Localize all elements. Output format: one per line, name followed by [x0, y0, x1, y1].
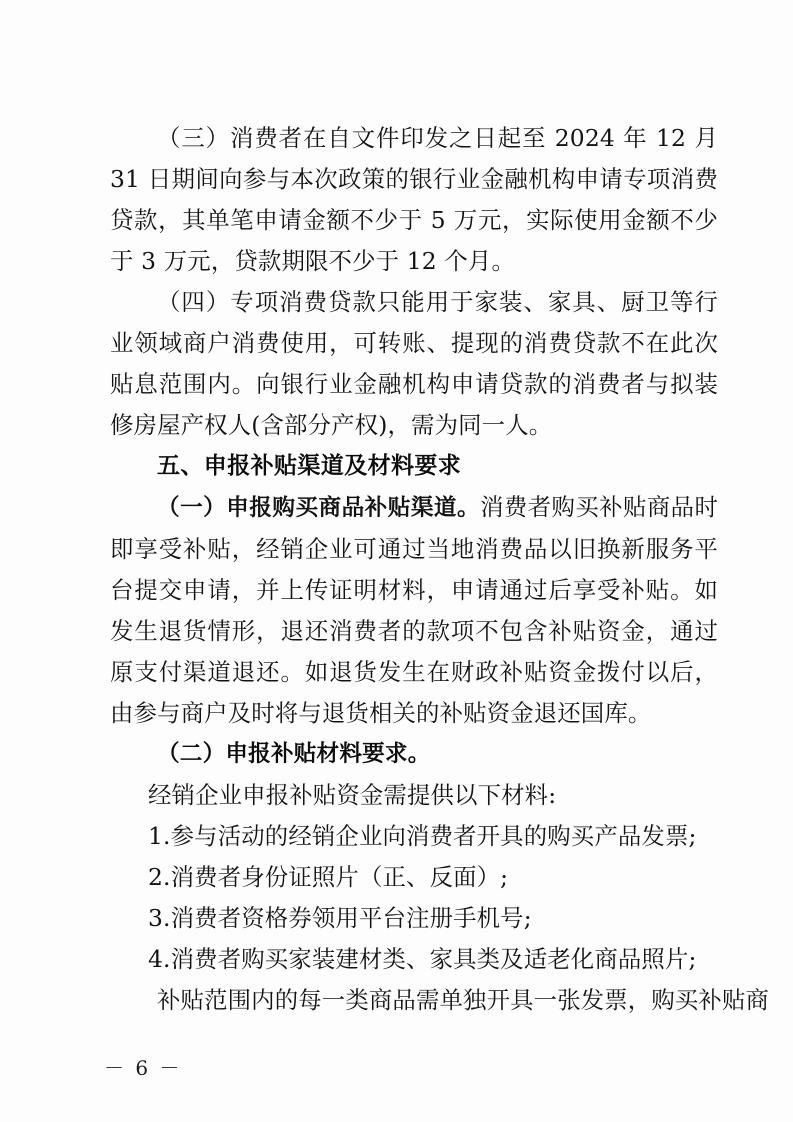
subsection-one-paragraph — [110, 487, 718, 734]
subsection-two-title: （二）申报补贴材料要求。 — [157, 741, 431, 767]
subsection-one-title: （一）申报购买商品补贴渠道。 — [157, 495, 481, 521]
materials-note: 补贴范围内的每一类商品需单独开具一张发票，购买补贴商 — [157, 986, 770, 1014]
list-item: 2.消费者身份证照片（正、反面）; — [148, 863, 509, 891]
subsection-one-text: 消费者购买补贴商品时即享受补贴，经销企业可通过当地消费品以旧换新服务平台提交申请，并上传证明材料，申请通过后享受补贴。如发生退货情形，退还消费者的款项不包含补贴资金，通过原支付渠道退还。如退货发生在财政补贴资金拨付以后，由参与商户及时将与退货相关的补贴资金退还国库。 — [110, 493, 718, 727]
list-item: 1.参与活动的经销企业向消费者开具的购买产品发票; — [148, 822, 697, 850]
list-item: 4.消费者购买家装建材类、家具类及适老化商品照片; — [148, 945, 697, 973]
document-body — [110, 118, 770, 1021]
page-number: － 6 － — [104, 1056, 182, 1080]
paragraph-item-four: （四）专项消费贷款只能用于家装、家具、厨卫等行业领域商户消费使用，可转账、提现的消费贷款不在此次贴息范围内。向银行业金融机构申请贷款的消费者与拟装修房屋产权人(含部分产权)，需为同一人。 — [110, 288, 718, 439]
materials-intro: 经销企业申报补贴资金需提供以下材料: — [148, 781, 557, 809]
paragraph-item-three: （三）消费者在自文件印发之日起至 2024 年 12 月 31 日期间向参与本次政策的银行业金融机构申请专项消费贷款，其单笔申请金额不少于 5 万元，实际使用金额不少于 3 万元，贷款期限不少于 12 个月。 — [110, 124, 718, 275]
list-item: 3.消费者资格券领用平台注册手机号; — [148, 904, 532, 932]
section-heading-five: 五、申报补贴渠道及材料要求 — [157, 453, 462, 479]
